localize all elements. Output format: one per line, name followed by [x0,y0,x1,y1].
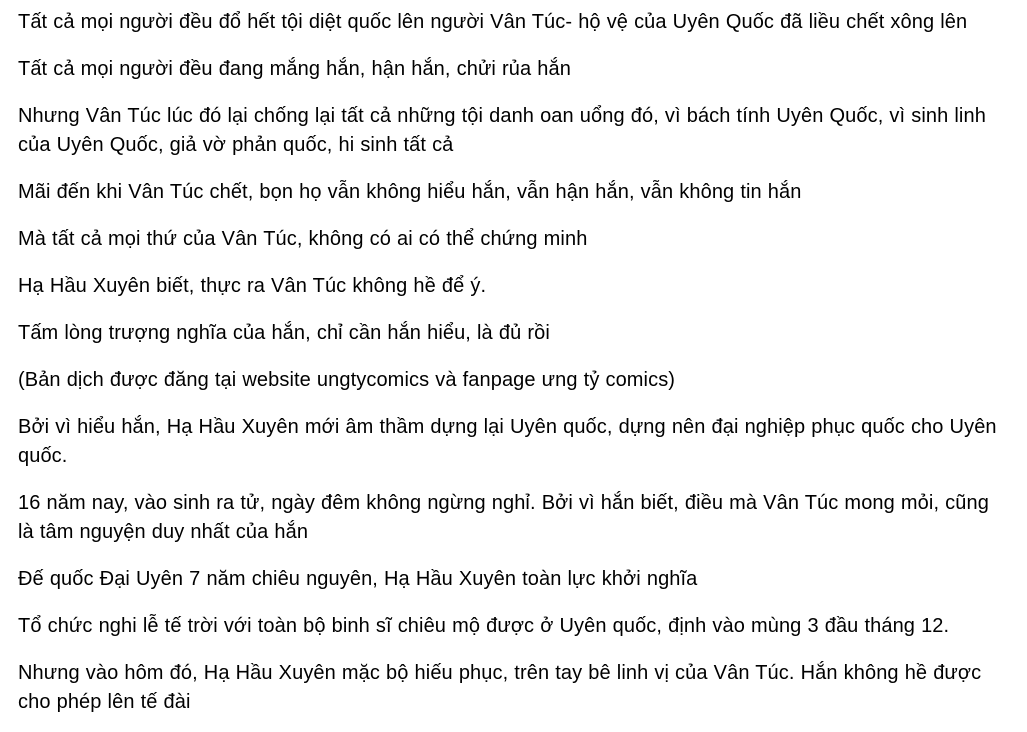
paragraph: Nhưng vào hôm đó, Hạ Hầu Xuyên mặc bộ hiếu phục, trên tay bê linh vị của Vân Túc. Hắn không hề được cho phép lên tế đài [18,662,982,713]
paragraph-credit: (Bản dịch được đăng tại website ungtycomics và fanpage ưng tỷ comics) [18,369,676,391]
paragraph: Mà tất cả mọi thứ của Vân Túc, không có ai có thể chứng minh [18,228,588,250]
paragraph: Nhưng Vân Túc lúc đó lại chống lại tất cả những tội danh oan uổng đó, vì bách tính Uyên Quốc, vì sinh linh của Uyên Quốc, giả vờ phản quốc, hi sinh tất cả [18,105,986,156]
paragraph: Hạ Hầu Xuyên biết, thực ra Vân Túc không hề để ý. [18,275,487,297]
paragraph: 16 năm nay, vào sinh ra tử, ngày đêm không ngừng nghỉ. Bởi vì hắn biết, điều mà Vân Túc mong mỏi, cũng là tâm nguyện duy nhất của hắn [18,492,989,543]
paragraph: Mãi đến khi Vân Túc chết, bọn họ vẫn không hiểu hắn, vẫn hận hắn, vẫn không tin hắn [18,181,802,203]
paragraph: Đế quốc Đại Uyên 7 năm chiêu nguyên, Hạ Hầu Xuyên toàn lực khởi nghĩa [18,568,698,590]
paragraph: Tổ chức nghi lễ tế trời với toàn bộ binh sĩ chiêu mộ được ở Uyên quốc, định vào mùng 3 đầu tháng 12. [18,615,950,637]
paragraph: Tất cả mọi người đều đang mắng hắn, hận hắn, chửi rủa hắn [18,58,571,80]
paragraph: Bởi vì hiểu hắn, Hạ Hầu Xuyên mới âm thầm dựng lại Uyên quốc, dựng nên đại nghiệp phục quốc cho Uyên quốc. [18,416,997,467]
paragraph: Tất cả mọi người đều đổ hết tội diệt quốc lên người Vân Túc- hộ vệ của Uyên Quốc đã liều chết xông lên [18,11,968,33]
paragraph: Tấm lòng trượng nghĩa của hắn, chỉ cần hắn hiểu, là đủ rồi [18,322,550,344]
